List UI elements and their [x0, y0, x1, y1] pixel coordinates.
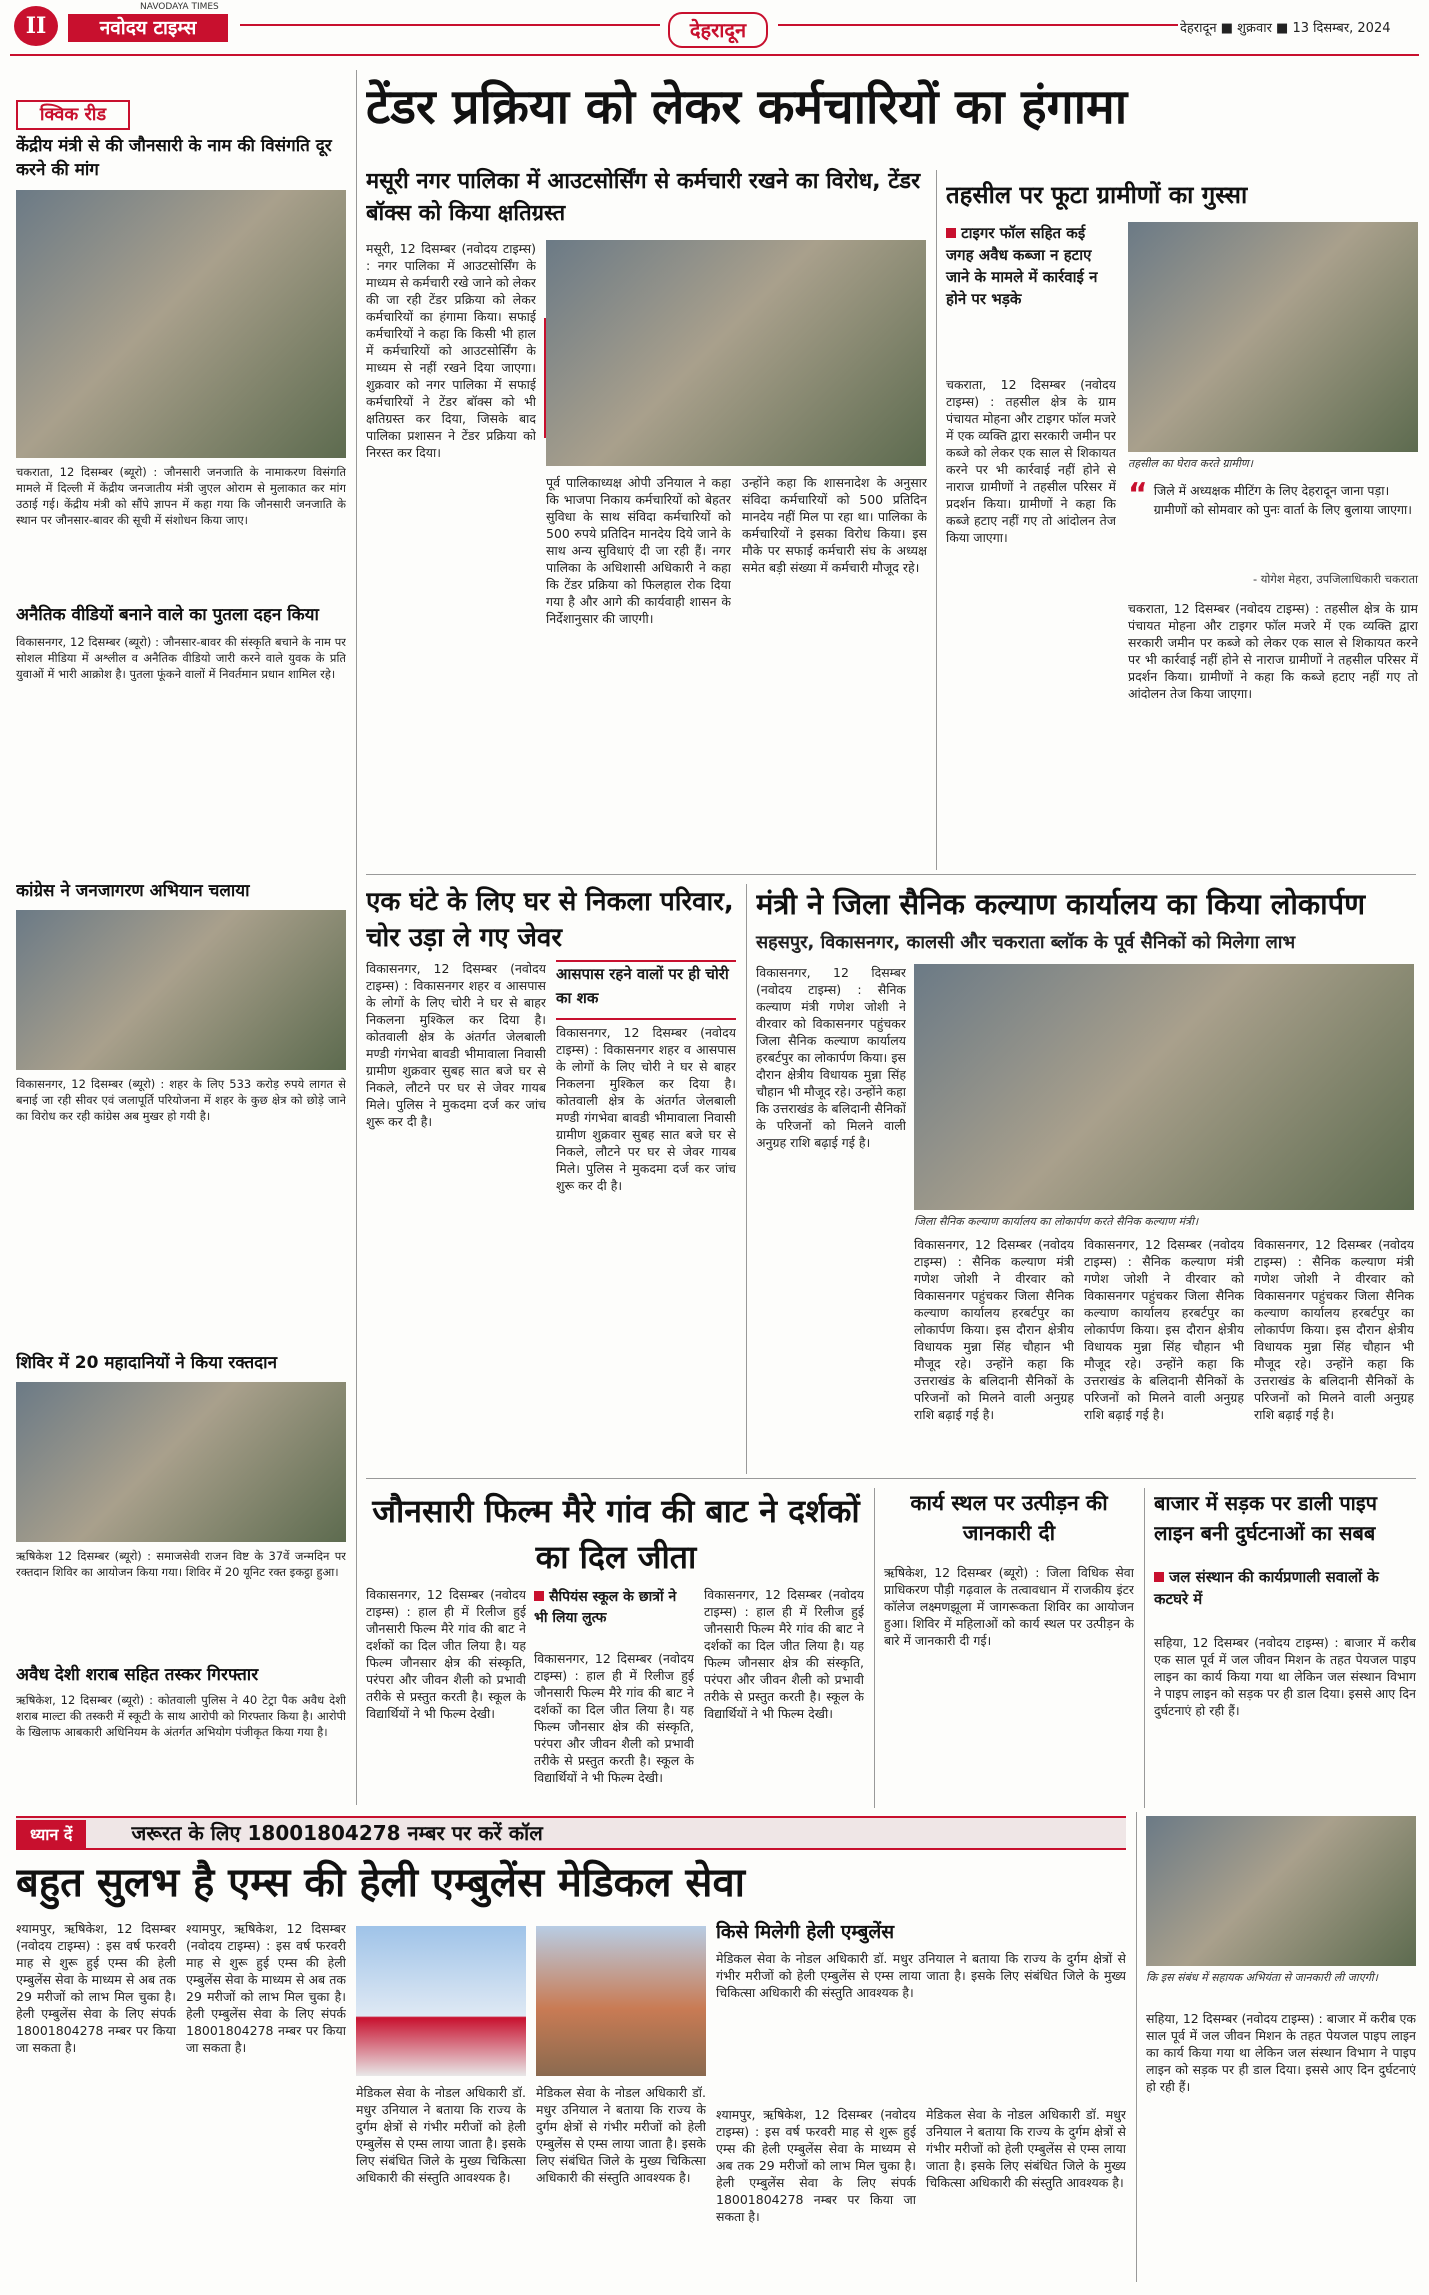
city-tab: देहरादून [668, 12, 768, 48]
tehsil-headline: तहसील पर फूटा ग्रामीणों का गुस्सा [946, 181, 1248, 209]
quick-read-body-5: ऋषिकेश, 12 दिसम्बर (ब्यूरो) : कोतवाली पुलिस ने 40 टेट्रा पैक अवैध देशी शराब माल्टा की तस्करी में स्कूटी के साथ आरोपी को गिरफ्तार किया है। आरोपी के खिलाफ आबकारी अधिनियम के अंतर्गत अभियोग पंजीकृत किया गया है। [16, 1693, 346, 1739]
dateline: देहरादून ■ शुक्रवार ■ 13 दिसम्बर, 2024 [1180, 21, 1391, 36]
sainik-caption: जिला सैनिक कल्याण कार्यालय का लोकार्पण करते सैनिक कल्याण मंत्री। [914, 1215, 1199, 1228]
banner-text: जरूरत के लिए 18001804278 नम्बर पर करें कॉल [131, 1821, 543, 1845]
pipe-subhead-text: जल संस्थान की कार्यप्रणाली सवालों के कटघरे में [1154, 1568, 1379, 1608]
brand-small: NAVODAYA TIMES [140, 2, 219, 12]
heli-body-1: श्यामपुर, ऋषिकेश, 12 दिसम्बर (नवोदय टाइम्स) : इस वर्ष फरवरी माह से शुरू हुई एम्स की हेली एम्बुलेंस सेवा के माध्यम से अब तक 29 मरीजों को लाभ मिल चुका है। हेली एम्बुलेंस सेवा के लिए संपर्क 18001804278 नम्बर पर किया जा सकता है। [16, 1921, 176, 2055]
jaunsari-body-1: विकासनगर, 12 दिसम्बर (नवोदय टाइम्स) : हाल ही में रिलीज हुई जौनसारी फिल्म मैरे गांव की बाट ने दर्शकों का दिल जीत लिया है। यह फिल्म जौनसार क्षेत्र की संस्कृति, परंपरा और जीवन शैली को प्रभावी तरीके से प्रस्तुत करती है। स्कूल के विद्यार्थियों ने भी फिल्म देखी। [366, 1587, 526, 1721]
quick-read-title-2: अनैतिक वीडियों बनाने वाले का पुतला दहन किया [16, 605, 319, 625]
quick-read-title-4: शिविर में 20 महादानियों ने किया रक्तदान [16, 1353, 278, 1373]
kicker-text: टाइगर फॉल सहित कई जगह अवैध कब्जा न हटाए जाने के मामले में कार्रवाई न होने पर भड़के [946, 224, 1098, 308]
quick-read-text: क्विक रीड [39, 104, 107, 125]
ghar-subhead-text: आसपास रहने वालों पर ही चोरी का शक [556, 965, 729, 1007]
sainik-body-3: विकासनगर, 12 दिसम्बर (नवोदय टाइम्स) : सैनिक कल्याण मंत्री गणेश जोशी ने वीरवार को विकासनगर पहुंचकर जिला सैनिक कल्याण कार्यालय हरबर्टपुर का लोकार्पण किया। इस दौरान क्षेत्रीय विधायक मुन्ना सिंह चौहान भी मौजूद रहे। उन्होंने कहा कि उत्तराखंड के बलिदानी सैनिकों के परिजनों को मिलने वाली अनुग्रह राशि बढ़ाई गई है। [1084, 1237, 1244, 1422]
quick-read-label [16, 100, 130, 130]
helpline-banner [16, 1816, 1126, 1850]
masthead [0, 0, 1429, 62]
quick-read-title-1: केंद्रीय मंत्री से की जौनसारी के नाम की विसंगति दूर करने की मांग [16, 136, 332, 180]
pipe-photo [1146, 1816, 1416, 1966]
quote-mark-icon: “ [1128, 477, 1148, 512]
ghar-body-1: विकासनगर, 12 दिसम्बर (नवोदय टाइम्स) : विकासनगर शहर व आसपास के लोगों के लिए चोरी ने घर से बाहर निकलना मुश्किल कर दिया है। कोतवाली क्षेत्र के अंतर्गत जेलबाली मण्डी गंगभेवा बावडी भीमावाला निवासी ग्रामीण शुक्रवार सुबह सात बजे घर से निकले, लौटने पर घर से जेवर गायब मिले। पुलिस ने मुकदमा दर्ज कर जांच शुरू कर दी है। [366, 961, 546, 1129]
banner-label: ध्यान दें [16, 1820, 86, 1850]
lead-body-1: मसूरी, 12 दिसम्बर (नवोदय टाइम्स) : नगर पालिका में आउटसोर्सिंग के माध्यम से कर्मचारी रखे जाने को लेकर की जा रही टेंडर प्रक्रिया को लेकर कर्मचारियों का हंगामा किया। सफाई कर्मचारियों ने कहा कि किसी भी हाल में कर्मचारियों को आउटसोर्सिंग के माध्यम से नहीं रखने दिया जाएगा। शुक्रवार को नगर पालिका में सफाई कर्मचारियों ने टेंडर बॉक्स को भी क्षतिग्रस्त कर दिया, जिसके बाद पालिका प्रशासन ने टेंडर प्रक्रिया को निरस्त कर दिया। [366, 241, 536, 460]
karyasthal-headline: कार्य स्थल पर उत्पीड़न की जानकारी दी [910, 1491, 1108, 1545]
tehsil-quote [1128, 477, 1418, 570]
ghar-subhead [556, 960, 736, 1020]
protest-photo [546, 240, 926, 466]
heli-subhead: किसे मिलेगी हेली एम्बुलेंस [716, 1921, 895, 1943]
heli-headline: बहुत सुलभ है एम्स की हेली एम्बुलेंस मेडिकल सेवा [16, 1860, 746, 1906]
jaunsari-marker [534, 1591, 544, 1601]
heli-body-6: श्यामपुर, ऋषिकेश, 12 दिसम्बर (नवोदय टाइम्स) : इस वर्ष फरवरी माह से शुरू हुई एम्स की हेली एम्बुलेंस सेवा के माध्यम से अब तक 29 मरीजों को लाभ मिल चुका है। हेली एम्बुलेंस सेवा के लिए संपर्क 18001804278 नम्बर पर किया जा सकता है। [716, 2107, 916, 2224]
lead-body-2: पूर्व पालिकाध्यक्ष ओपी उनियाल ने कहा कि भाजपा निकाय कर्मचारियों को बेहतर सुविधा के साथ संविदा कर्मचारियों को 500 रुपये प्रतिदिन मानदेय दिये जाने के साथ अन्य सुविधाएं दी जा रही हैं। नगर पालिका के अधिशासी अधिकारी ने कहा कि टेंडर प्रक्रिया को फिलहाल रोक दिया गया है और आगे की कार्यवाही शासन के निर्देशानुसार की जाएगी। [546, 475, 731, 626]
quick-read-title-3: कांग्रेस ने जनजागरण अभियान चलाया [16, 881, 250, 901]
pipe-body-cont: सहिया, 12 दिसम्बर (नवोदय टाइम्स) : बाजार में करीब एक साल पूर्व में जल जीवन मिशन के तहत पेयजल पाइप लाइन का कार्य किया गया था लेकिन जल संस्थान विभाग ने पाइप लाइन को सड़क पर ही डाल दिया। इससे आए दिन दुर्घटनाएं हो रही हैं। [1146, 2011, 1416, 2094]
brand-text: नवोदय टाइम्स [99, 17, 197, 39]
heli-body-7: मेडिकल सेवा के नोडल अधिकारी डॉ. मधुर उनियाल ने बताया कि राज्य के दुर्गम क्षेत्रों से गंभीर मरीजों को हेली एम्बुलेंस से एम्स लाया जाता है। इसके लिए संबंधित जिले के मुख्य चिकित्सा अधिकारी की संस्तुति आवश्यक है। [926, 2107, 1126, 2190]
quick-read-body-2: विकासनगर, 12 दिसम्बर (ब्यूरो) : जौनसार-बावर की संस्कृति बचाने के नाम पर सोशल मीडिया में अश्लील व अनैतिक वीडियो जारी करने वाले युवक के प्रति युवाओं में भारी आक्रोश है। पुतला फूंकने वालों में निवर्तमान प्रधान शामिल रहे। [16, 635, 346, 681]
tehsil-photo [1128, 222, 1418, 452]
aiims-building-photo [536, 1926, 706, 2076]
sainik-body-4: विकासनगर, 12 दिसम्बर (नवोदय टाइम्स) : सैनिक कल्याण मंत्री गणेश जोशी ने वीरवार को विकासनगर पहुंचकर जिला सैनिक कल्याण कार्यालय हरबर्टपुर का लोकार्पण किया। इस दौरान क्षेत्रीय विधायक मुन्ना सिंह चौहान भी मौजूद रहे। उन्होंने कहा कि उत्तराखंड के बलिदानी सैनिकों के परिजनों को मिलने वाली अनुग्रह राशि बढ़ाई गई है। [1254, 1237, 1414, 1422]
tehsil-kicker [946, 222, 1116, 332]
page-number: II [14, 6, 58, 46]
heli-body-3: मेडिकल सेवा के नोडल अधिकारी डॉ. मधुर उनियाल ने बताया कि राज्य के दुर्गम क्षेत्रों से गंभीर मरीजों को हेली एम्बुलेंस से एम्स लाया जाता है। इसके लिए संबंधित जिले के मुख्य चिकित्सा अधिकारी की संस्तुति आवश्यक है। [356, 2085, 526, 2185]
sainik-body-1: विकासनगर, 12 दिसम्बर (नवोदय टाइम्स) : सैनिक कल्याण मंत्री गणेश जोशी ने वीरवार को विकासनगर पहुंचकर जिला सैनिक कल्याण कार्यालय हरबर्टपुर का लोकार्पण किया। इस दौरान क्षेत्रीय विधायक मुन्ना सिंह चौहान भी मौजूद रहे। उन्होंने कहा कि उत्तराखंड के बलिदानी सैनिकों के परिजनों को मिलने वाली अनुग्रह राशि बढ़ाई गई है। [756, 965, 906, 1150]
minister-meeting-photo [16, 190, 346, 458]
quote-text: जिले में अध्यक्षक मीटिंग के लिए देहरादून जाना पड़ा। ग्रामीणों को सोमवार को पुनः वार्ता के लिए बुलाया जाएगा। [1153, 483, 1413, 517]
helicopter-photo [356, 1926, 526, 2076]
sainik-headline: मंत्री ने जिला सैनिक कल्याण कार्यालय का किया लोकार्पण [756, 887, 1366, 921]
pipe-body: सहिया, 12 दिसम्बर (नवोदय टाइम्स) : बाजार में करीब एक साल पूर्व में जल जीवन मिशन के तहत पेयजल पाइप लाइन का कार्य किया गया था लेकिन जल संस्थान विभाग ने पाइप लाइन को सड़क पर ही डाल दिया। इससे आए दिन दुर्घटनाएं हो रही हैं। [1154, 1635, 1416, 1718]
karyasthal-body: ऋषिकेश, 12 दिसम्बर (ब्यूरो) : जिला विधिक सेवा प्राधिकरण पौड़ी गढ़वाल के तत्वावधान में राजकीय इंटर कॉलेज लक्ष्मणझूला में जागरूकता शिविर का आयोजन हुआ। शिविर में महिलाओं को कार्य स्थल पर उत्पीड़न के बारे में जानकारी दी गई। [884, 1565, 1134, 1648]
quick-read-body-4: ऋषिकेश 12 दिसम्बर (ब्यूरो) : समाजसेवी राजन विष्ट के 37वें जन्मदिन पर रक्तदान शिविर का आयोजन किया गया। शिविर में 20 यूनिट रक्त इकट्ठा हुआ। [16, 1549, 346, 1579]
ghar-body-2: विकासनगर, 12 दिसम्बर (नवोदय टाइम्स) : विकासनगर शहर व आसपास के लोगों के लिए चोरी ने घर से बाहर निकलना मुश्किल कर दिया है। कोतवाली क्षेत्र के अंतर्गत जेलबाली मण्डी गंगभेवा बावडी भीमावाला निवासी ग्रामीण शुक्रवार सुबह सात बजे घर से निकले, लौटने पर घर से जेवर गायब मिले। पुलिस ने मुकदमा दर्ज कर जांच शुरू कर दी है। [556, 1025, 736, 1193]
pipe-marker [1154, 1572, 1164, 1582]
jaunsari-subhead [534, 1586, 694, 1646]
pipe-headline: बाजार में सड़क पर डाली पाइप लाइन बनी दुर्घटनाओं का सबब [1154, 1491, 1378, 1545]
pipe-caption: कि इस संबंध में सहायक अभियंता से जानकारी ली जाएगी। [1146, 1971, 1378, 1984]
quick-read-title-5: अवैध देशी शराब सहित तस्कर गिरफ्तार [16, 1665, 259, 1685]
lead-subhead: मसूरी नगर पालिका में आउटसोर्सिंग से कर्मचारी रखने का विरोध, टेंडर बॉक्स को किया क्षतिग्रस्त [366, 169, 921, 226]
tehsil-body: चकराता, 12 दिसम्बर (नवोदय टाइम्स) : तहसील क्षेत्र के ग्राम पंचायत मोहना और टाइगर फॉल मजरे में एक व्यक्ति द्वारा सरकारी जमीन पर कब्जे को लेकर एक साल से शिकायत करने पर भी कार्रवाई नहीं होने से नाराज ग्रामीणों ने तहसील परिसर में प्रदर्शन किया। ग्रामीणों ने कहा कि कब्जे हटाए नहीं गए तो आंदोलन तेज किया जाएगा। [946, 377, 1116, 545]
lead-headline: टेंडर प्रक्रिया को लेकर कर्मचारियों का हंगामा [366, 79, 1128, 135]
kicker-marker [946, 228, 956, 238]
heli-body-2: श्यामपुर, ऋषिकेश, 12 दिसम्बर (नवोदय टाइम्स) : इस वर्ष फरवरी माह से शुरू हुई एम्स की हेली एम्बुलेंस सेवा के माध्यम से अब तक 29 मरीजों को लाभ मिल चुका है। हेली एम्बुलेंस सेवा के लिए संपर्क 18001804278 नम्बर पर किया जा सकता है। [186, 1921, 346, 2055]
heli-body-4: मेडिकल सेवा के नोडल अधिकारी डॉ. मधुर उनियाल ने बताया कि राज्य के दुर्गम क्षेत्रों से गंभीर मरीजों को हेली एम्बुलेंस से एम्स लाया जाता है। इसके लिए संबंधित जिले के मुख्य चिकित्सा अधिकारी की संस्तुति आवश्यक है। [536, 2085, 706, 2185]
blood-donation-photo [16, 1382, 346, 1542]
jaunsari-headline: जौनसारी फिल्म मैरे गांव की बाट ने दर्शकों का दिल जीता [372, 1492, 860, 1576]
pipe-subhead [1154, 1566, 1416, 1626]
congress-photo [16, 910, 346, 1070]
quick-read-body-1: चकराता, 12 दिसम्बर (ब्यूरो) : जौनसारी जनजाति के नामाकरण विसंगति मामले में दिल्ली में केंद्रीय जनजातीय मंत्री जुएल ओराम से मुलाकात कर मांग उठाई गई। केंद्रीय मंत्री को सौंपे ज्ञापन में कहा गया कि जौनसारी जनजाति के स्थान पर जौनसार-बावर की सूची में संशोधन किया जाए। [16, 465, 346, 527]
tehsil-caption: तहसील का घेराव करते ग्रामीण। [1128, 457, 1253, 470]
brand-logo [68, 14, 228, 42]
sainik-photo [914, 964, 1414, 1210]
jaunsari-body-2: विकासनगर, 12 दिसम्बर (नवोदय टाइम्स) : हाल ही में रिलीज हुई जौनसारी फिल्म मैरे गांव की बाट ने दर्शकों का दिल जीत लिया है। यह फिल्म जौनसार क्षेत्र की संस्कृति, परंपरा और जीवन शैली को प्रभावी तरीके से प्रस्तुत करती है। स्कूल के विद्यार्थियों ने भी फिल्म देखी। [534, 1651, 694, 1785]
quick-read-body-3: विकासनगर, 12 दिसम्बर (ब्यूरो) : शहर के लिए 533 करोड़ रुपये लागत से बनाई जा रही सीवर एवं जलापूर्ति परियोजना में शहर के कुछ क्षेत्र को छोड़े जाने का विरोध कर रही कांग्रेस अब मुखर हो गयी है। [16, 1077, 346, 1123]
quote-author: - योगेश मेहरा, उपजिलाधिकारी चकराता [1252, 572, 1418, 586]
jaunsari-body-3: विकासनगर, 12 दिसम्बर (नवोदय टाइम्स) : हाल ही में रिलीज हुई जौनसारी फिल्म मैरे गांव की बाट ने दर्शकों का दिल जीत लिया है। यह फिल्म जौनसार क्षेत्र की संस्कृति, परंपरा और जीवन शैली को प्रभावी तरीके से प्रस्तुत करती है। स्कूल के विद्यार्थियों ने भी फिल्म देखी। [704, 1587, 864, 1721]
lead-body-3: उन्होंने कहा कि शासनादेश के अनुसार संविदा कर्मचारियों को 500 प्रतिदिन मानदेय नहीं मिल पा रहा था। पालिका के कर्मचारियों ने इसका विरोध किया। इस मौके पर सफाई कर्मचारी संघ के अध्यक्ष समेत बड़ी संख्या में कर्मचारी मौजूद रहे। [742, 475, 927, 575]
sainik-body-2: विकासनगर, 12 दिसम्बर (नवोदय टाइम्स) : सैनिक कल्याण मंत्री गणेश जोशी ने वीरवार को विकासनगर पहुंचकर जिला सैनिक कल्याण कार्यालय हरबर्टपुर का लोकार्पण किया। इस दौरान क्षेत्रीय विधायक मुन्ना सिंह चौहान भी मौजूद रहे। उन्होंने कहा कि उत्तराखंड के बलिदानी सैनिकों के परिजनों को मिलने वाली अनुग्रह राशि बढ़ाई गई है। [914, 1237, 1074, 1422]
ghar-headline: एक घंटे के लिए घर से निकला परिवार, चोर उड़ा ले गए जेवर [366, 887, 734, 953]
sainik-subhead: सहसपुर, विकासनगर, कालसी और चकराता ब्लॉक के पूर्व सैनिकों को मिलेगा लाभ [756, 932, 1296, 953]
tehsil-body-cont: चकराता, 12 दिसम्बर (नवोदय टाइम्स) : तहसील क्षेत्र के ग्राम पंचायत मोहना और टाइगर फॉल मजरे में एक व्यक्ति द्वारा सरकारी जमीन पर कब्जे को लेकर एक साल से शिकायत करने पर भी कार्रवाई नहीं होने से नाराज ग्रामीणों ने तहसील परिसर में प्रदर्शन किया। ग्रामीणों ने कहा कि कब्जे हटाए नहीं गए तो आंदोलन तेज किया जाएगा। [1128, 601, 1418, 701]
heli-body-5: मेडिकल सेवा के नोडल अधिकारी डॉ. मधुर उनियाल ने बताया कि राज्य के दुर्गम क्षेत्रों से गंभीर मरीजों को हेली एम्बुलेंस से एम्स लाया जाता है। इसके लिए संबंधित जिले के मुख्य चिकित्सा अधिकारी की संस्तुति आवश्यक है। [716, 1951, 1126, 2000]
jaunsari-subhead-text: सैपियंस स्कूल के छात्रों ने भी लिया लुत्फ [534, 1589, 677, 1626]
